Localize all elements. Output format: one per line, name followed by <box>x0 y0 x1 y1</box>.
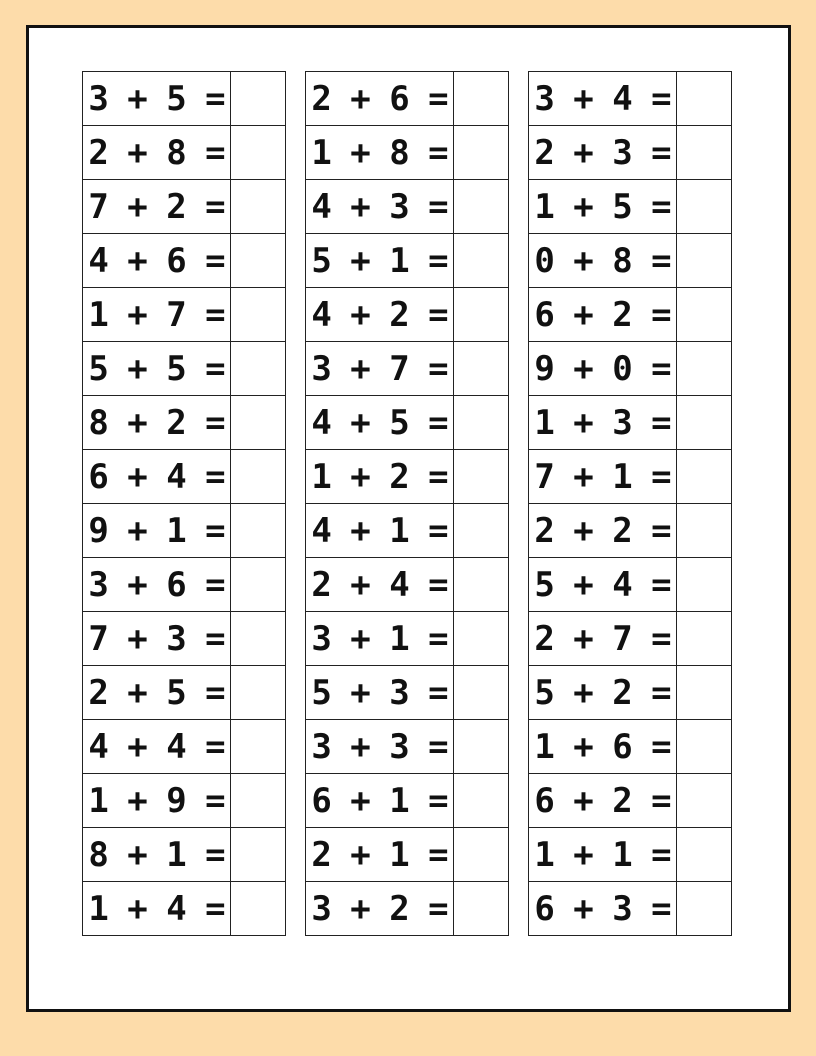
problem-text: 9 + 0 = <box>529 342 677 395</box>
problem-row <box>83 773 285 827</box>
answer-box[interactable] <box>454 450 508 503</box>
answer-box[interactable] <box>454 882 508 935</box>
problem-text: 1 + 1 = <box>529 828 677 881</box>
problem-text: 3 + 6 = <box>83 558 231 611</box>
answer-box[interactable] <box>454 72 508 125</box>
problem-row <box>529 773 731 827</box>
problem-text: 2 + 2 = <box>529 504 677 557</box>
answer-box[interactable] <box>677 342 731 395</box>
answer-box[interactable] <box>231 288 285 341</box>
answer-box[interactable] <box>454 612 508 665</box>
problem-row <box>83 503 285 557</box>
worksheet-page <box>26 25 791 1012</box>
problem-column-3 <box>528 71 732 936</box>
answer-box[interactable] <box>231 666 285 719</box>
problem-row <box>529 287 731 341</box>
problem-row <box>529 179 731 233</box>
answer-box[interactable] <box>677 288 731 341</box>
problem-row <box>83 233 285 287</box>
problem-text: 4 + 4 = <box>83 720 231 773</box>
answer-box[interactable] <box>231 450 285 503</box>
problem-text: 3 + 1 = <box>306 612 454 665</box>
problem-text: 3 + 7 = <box>306 342 454 395</box>
problem-column-2 <box>305 71 509 936</box>
problem-row <box>306 773 508 827</box>
answer-box[interactable] <box>677 396 731 449</box>
answer-box[interactable] <box>231 828 285 881</box>
problem-text: 8 + 1 = <box>83 828 231 881</box>
problem-text: 1 + 9 = <box>83 774 231 827</box>
problem-row <box>83 827 285 881</box>
problem-text: 3 + 2 = <box>306 882 454 935</box>
problem-row <box>306 287 508 341</box>
answer-box[interactable] <box>677 666 731 719</box>
problem-text: 5 + 5 = <box>83 342 231 395</box>
answer-box[interactable] <box>677 774 731 827</box>
problem-row <box>306 449 508 503</box>
problem-row <box>529 395 731 449</box>
problem-text: 2 + 8 = <box>83 126 231 179</box>
problem-row <box>306 665 508 719</box>
problem-text: 5 + 4 = <box>529 558 677 611</box>
answer-box[interactable] <box>677 234 731 287</box>
problem-row <box>529 719 731 773</box>
problem-text: 1 + 3 = <box>529 396 677 449</box>
problem-row <box>529 341 731 395</box>
problem-text: 5 + 3 = <box>306 666 454 719</box>
problem-text: 1 + 7 = <box>83 288 231 341</box>
answer-box[interactable] <box>677 558 731 611</box>
answer-box[interactable] <box>677 828 731 881</box>
answer-box[interactable] <box>677 882 731 935</box>
problem-row <box>529 125 731 179</box>
problem-row <box>529 449 731 503</box>
problem-row <box>83 611 285 665</box>
problem-row <box>83 341 285 395</box>
problem-text: 2 + 6 = <box>306 72 454 125</box>
problem-row <box>83 179 285 233</box>
problem-text: 3 + 5 = <box>83 72 231 125</box>
problem-row <box>83 557 285 611</box>
problem-row <box>83 125 285 179</box>
problem-text: 5 + 2 = <box>529 666 677 719</box>
answer-box[interactable] <box>677 72 731 125</box>
problem-row <box>306 881 508 935</box>
problem-text: 3 + 4 = <box>529 72 677 125</box>
problem-row <box>306 233 508 287</box>
answer-box[interactable] <box>231 72 285 125</box>
problem-row <box>529 72 731 125</box>
problem-text: 6 + 2 = <box>529 288 677 341</box>
answer-box[interactable] <box>231 180 285 233</box>
answer-box[interactable] <box>231 504 285 557</box>
problem-text: 4 + 6 = <box>83 234 231 287</box>
answer-box[interactable] <box>231 234 285 287</box>
answer-box[interactable] <box>231 396 285 449</box>
problem-row <box>529 503 731 557</box>
problem-row <box>306 557 508 611</box>
problem-row <box>306 827 508 881</box>
problem-text: 2 + 1 = <box>306 828 454 881</box>
problem-text: 7 + 3 = <box>83 612 231 665</box>
problem-row <box>529 881 731 935</box>
problem-text: 9 + 1 = <box>83 504 231 557</box>
problem-row <box>83 719 285 773</box>
problem-row <box>83 287 285 341</box>
problem-row <box>529 611 731 665</box>
answer-box[interactable] <box>231 126 285 179</box>
problem-text: 4 + 2 = <box>306 288 454 341</box>
problem-text: 2 + 7 = <box>529 612 677 665</box>
problem-text: 6 + 4 = <box>83 450 231 503</box>
problem-text: 1 + 8 = <box>306 126 454 179</box>
answer-box[interactable] <box>231 882 285 935</box>
problem-row <box>306 611 508 665</box>
problem-row <box>306 341 508 395</box>
problem-text: 7 + 2 = <box>83 180 231 233</box>
problem-row <box>306 503 508 557</box>
answer-box[interactable] <box>454 774 508 827</box>
problem-text: 6 + 3 = <box>529 882 677 935</box>
answer-box[interactable] <box>454 234 508 287</box>
problem-text: 5 + 1 = <box>306 234 454 287</box>
answer-box[interactable] <box>231 720 285 773</box>
answer-box[interactable] <box>677 450 731 503</box>
problem-row <box>529 827 731 881</box>
problem-row <box>83 665 285 719</box>
answer-box[interactable] <box>454 504 508 557</box>
answer-box[interactable] <box>231 774 285 827</box>
answer-box[interactable] <box>231 612 285 665</box>
problem-text: 2 + 5 = <box>83 666 231 719</box>
problem-row <box>306 179 508 233</box>
answer-box[interactable] <box>454 828 508 881</box>
problem-text: 0 + 8 = <box>529 234 677 287</box>
problem-text: 4 + 5 = <box>306 396 454 449</box>
answer-box[interactable] <box>454 342 508 395</box>
problem-text: 4 + 1 = <box>306 504 454 557</box>
problem-row <box>529 665 731 719</box>
problem-row <box>529 233 731 287</box>
problem-row <box>83 881 285 935</box>
answer-box[interactable] <box>677 720 731 773</box>
problem-row <box>306 395 508 449</box>
problem-row <box>83 72 285 125</box>
answer-box[interactable] <box>454 126 508 179</box>
problem-text: 2 + 4 = <box>306 558 454 611</box>
answer-box[interactable] <box>677 180 731 233</box>
problem-text: 6 + 1 = <box>306 774 454 827</box>
answer-box[interactable] <box>454 396 508 449</box>
problem-text: 1 + 6 = <box>529 720 677 773</box>
answer-box[interactable] <box>454 666 508 719</box>
problem-text: 1 + 5 = <box>529 180 677 233</box>
problem-text: 2 + 3 = <box>529 126 677 179</box>
problem-row <box>306 125 508 179</box>
problem-text: 3 + 3 = <box>306 720 454 773</box>
answer-box[interactable] <box>454 180 508 233</box>
answer-box[interactable] <box>454 558 508 611</box>
problem-text: 8 + 2 = <box>83 396 231 449</box>
answer-box[interactable] <box>454 288 508 341</box>
problem-row <box>306 719 508 773</box>
problem-row <box>83 395 285 449</box>
problem-text: 6 + 2 = <box>529 774 677 827</box>
answer-box[interactable] <box>231 342 285 395</box>
problem-column-1 <box>82 71 286 936</box>
answer-box[interactable] <box>231 558 285 611</box>
answer-box[interactable] <box>677 612 731 665</box>
problem-row <box>306 72 508 125</box>
problem-row <box>83 449 285 503</box>
answer-box[interactable] <box>677 126 731 179</box>
problem-text: 1 + 4 = <box>83 882 231 935</box>
answer-box[interactable] <box>677 504 731 557</box>
problem-text: 4 + 3 = <box>306 180 454 233</box>
problem-text: 7 + 1 = <box>529 450 677 503</box>
answer-box[interactable] <box>454 720 508 773</box>
problem-row <box>529 557 731 611</box>
problem-text: 1 + 2 = <box>306 450 454 503</box>
